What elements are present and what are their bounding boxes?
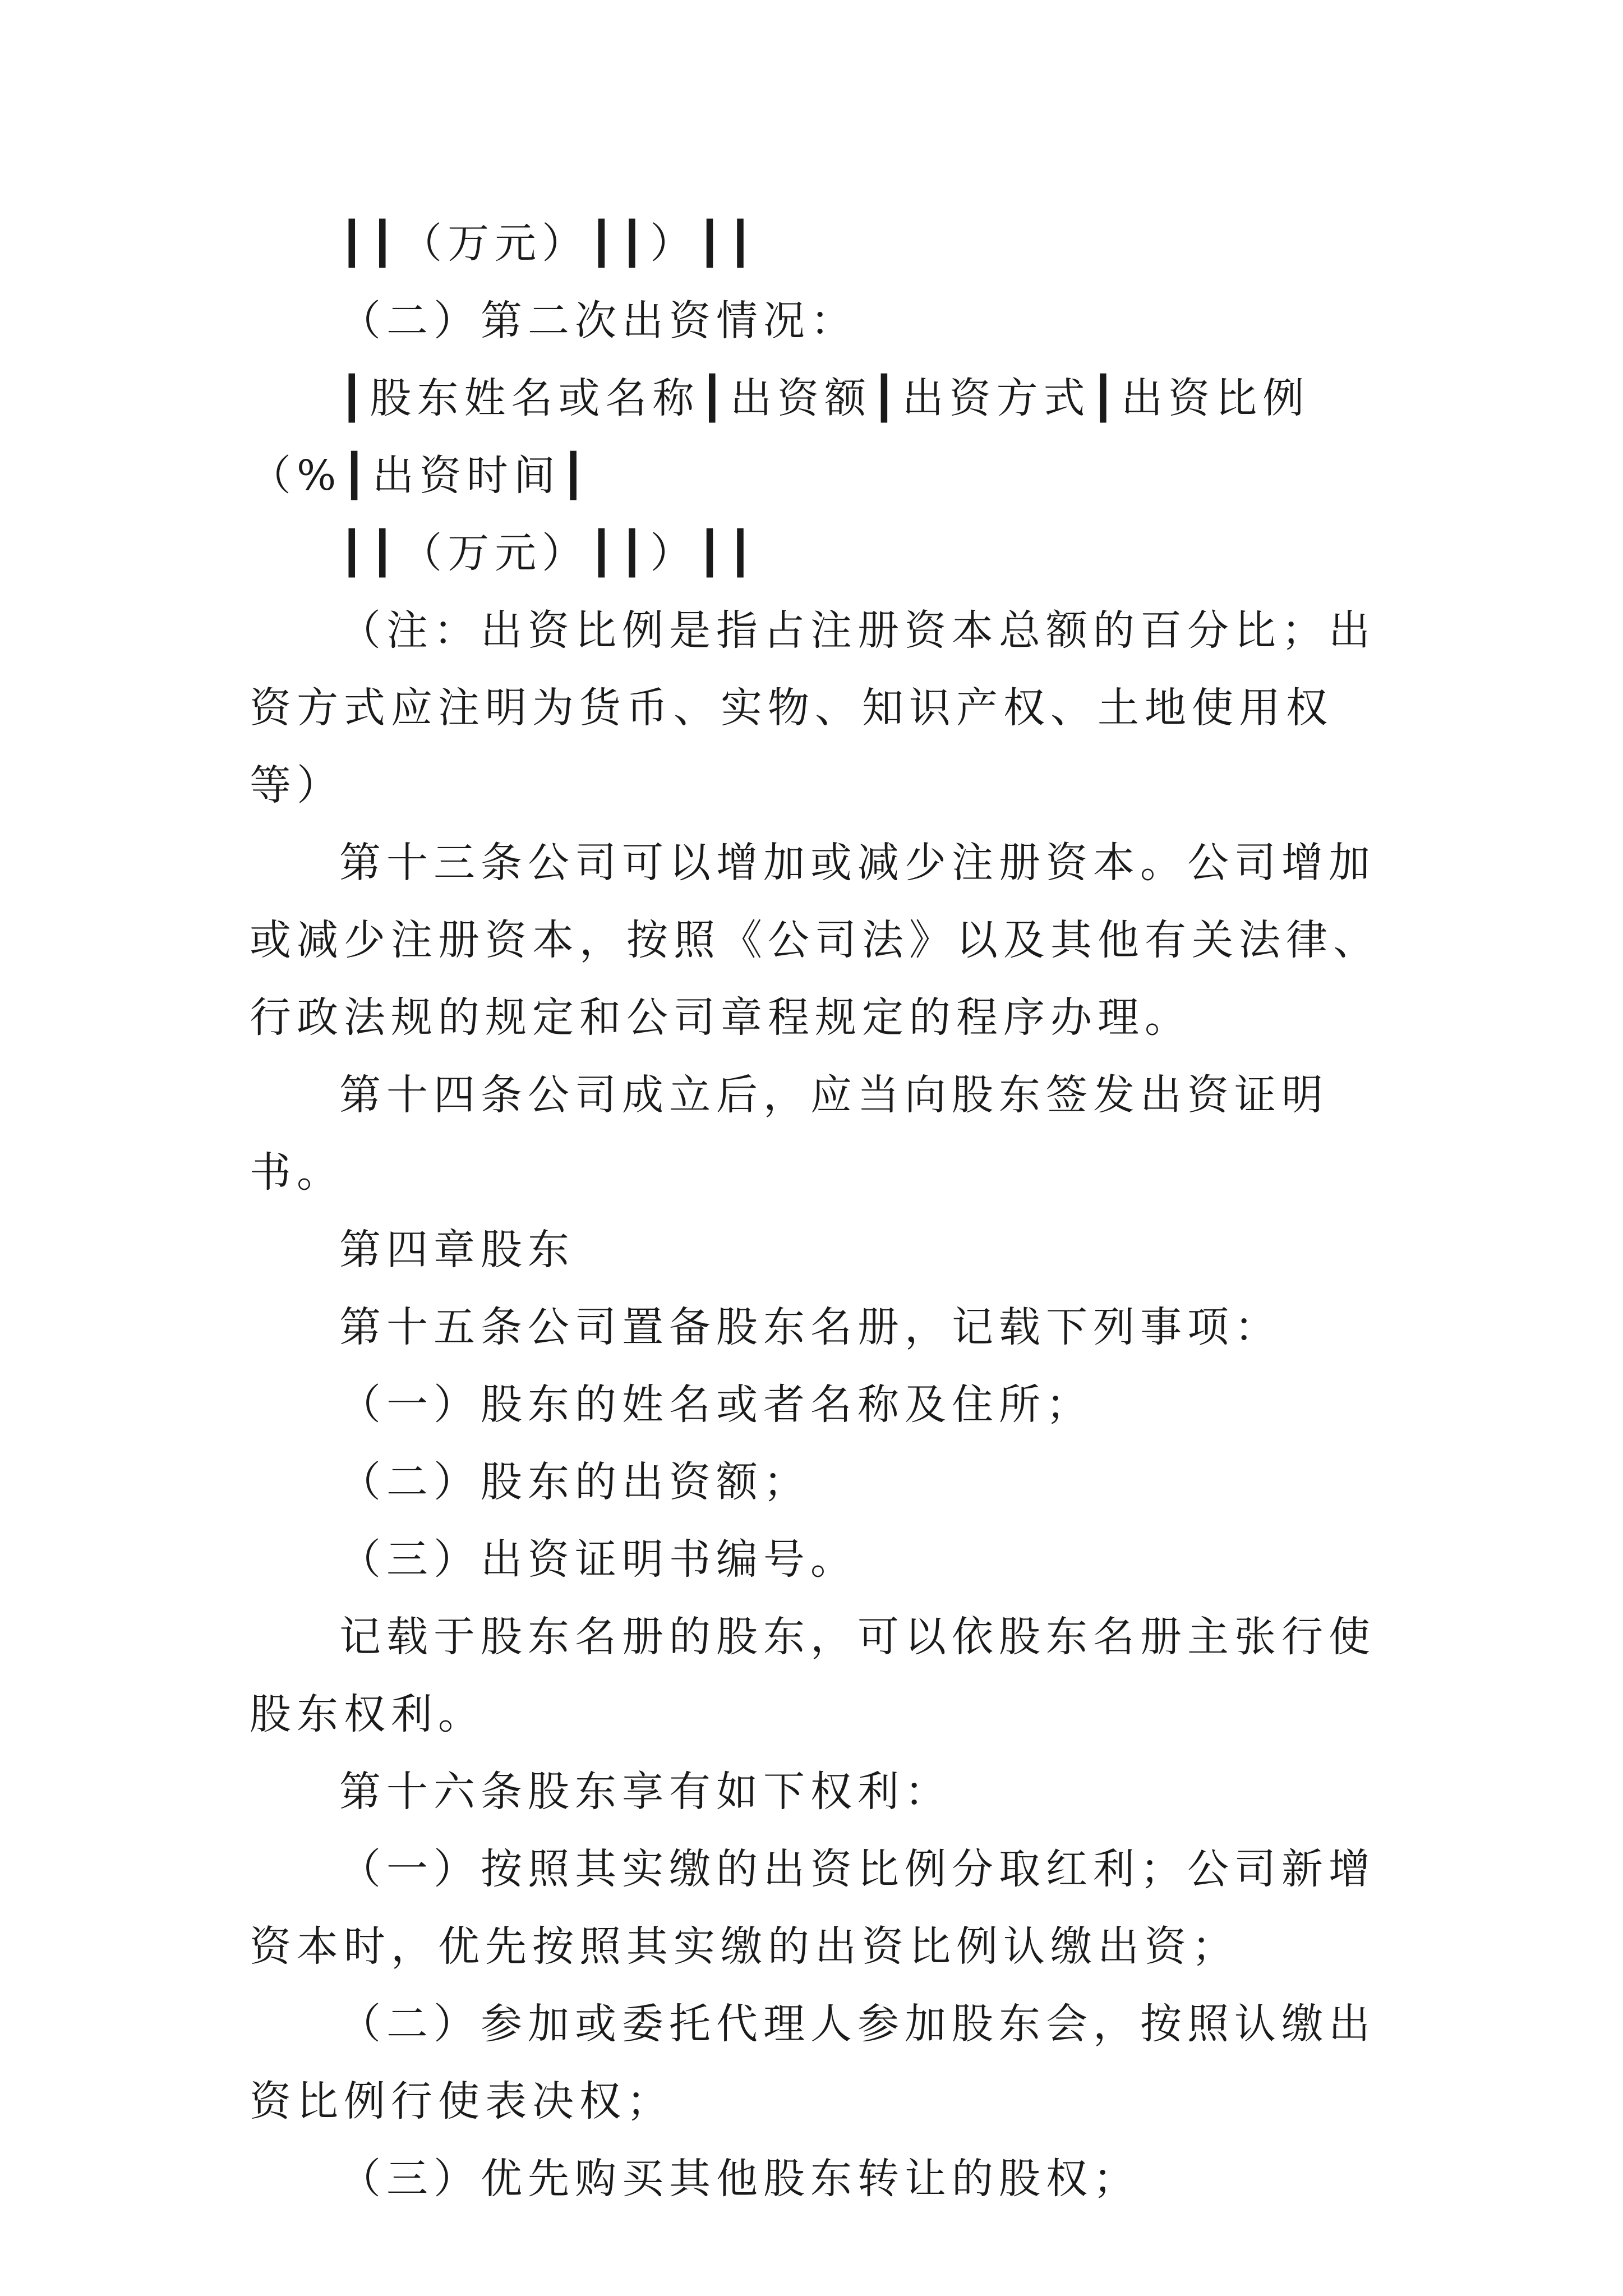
document-body — [250, 205, 1388, 2217]
list-item: （一）按照其实缴的出资比例分取红利；公司新增资本时，优先按照其实缴的出资比例认缴出资； — [250, 1845, 1376, 1971]
note-paragraph: （注：出资比例是指占注册资本总额的百分比；出资方式应注明为货币、实物、知识产权、土地使用权等） — [250, 606, 1376, 809]
list-item: （三）优先购买其他股东转让的股权； — [339, 2155, 1140, 2203]
chapter-4-heading: 第四章股东 — [339, 1226, 575, 1274]
article-14: 第十四条公司成立后，应当向股东签发出资证明书。 — [250, 1071, 1329, 1197]
list-item: （三）出资证明书编号。 — [339, 1535, 857, 1584]
list-item: （二）股东的出资额； — [339, 1458, 810, 1506]
table-row-continuation: ┃┃（万元）┃┃）┃┃ — [339, 529, 759, 577]
table-header-row: ┃股东姓名或名称┃出资额┃出资方式┃出资比例（%┃出资时间┃ — [250, 374, 1310, 500]
article-15: 第十五条公司置备股东名册，记载下列事项： — [339, 1303, 1281, 1351]
section-heading-second-contribution: （二）第二次出资情况： — [339, 297, 857, 345]
list-item: （二）参加或委托代理人参加股东会，按照认缴出资比例行使表决权； — [250, 2000, 1376, 2125]
table-row-continuation: ┃┃（万元）┃┃）┃┃ — [339, 219, 759, 268]
shareholder-register-paragraph: 记载于股东名册的股东，可以依股东名册主张行使股东权利。 — [250, 1613, 1376, 1738]
article-16: 第十六条股东享有如下权利： — [339, 1768, 952, 1816]
article-13: 第十三条公司可以增加或减少注册资本。公司增加或减少注册资本，按照《公司法》以及其他有关法律、行政法规的规定和公司章程规定的程序办理。 — [250, 839, 1380, 1042]
list-item: （一）股东的姓名或者名称及住所； — [339, 1381, 1093, 1429]
